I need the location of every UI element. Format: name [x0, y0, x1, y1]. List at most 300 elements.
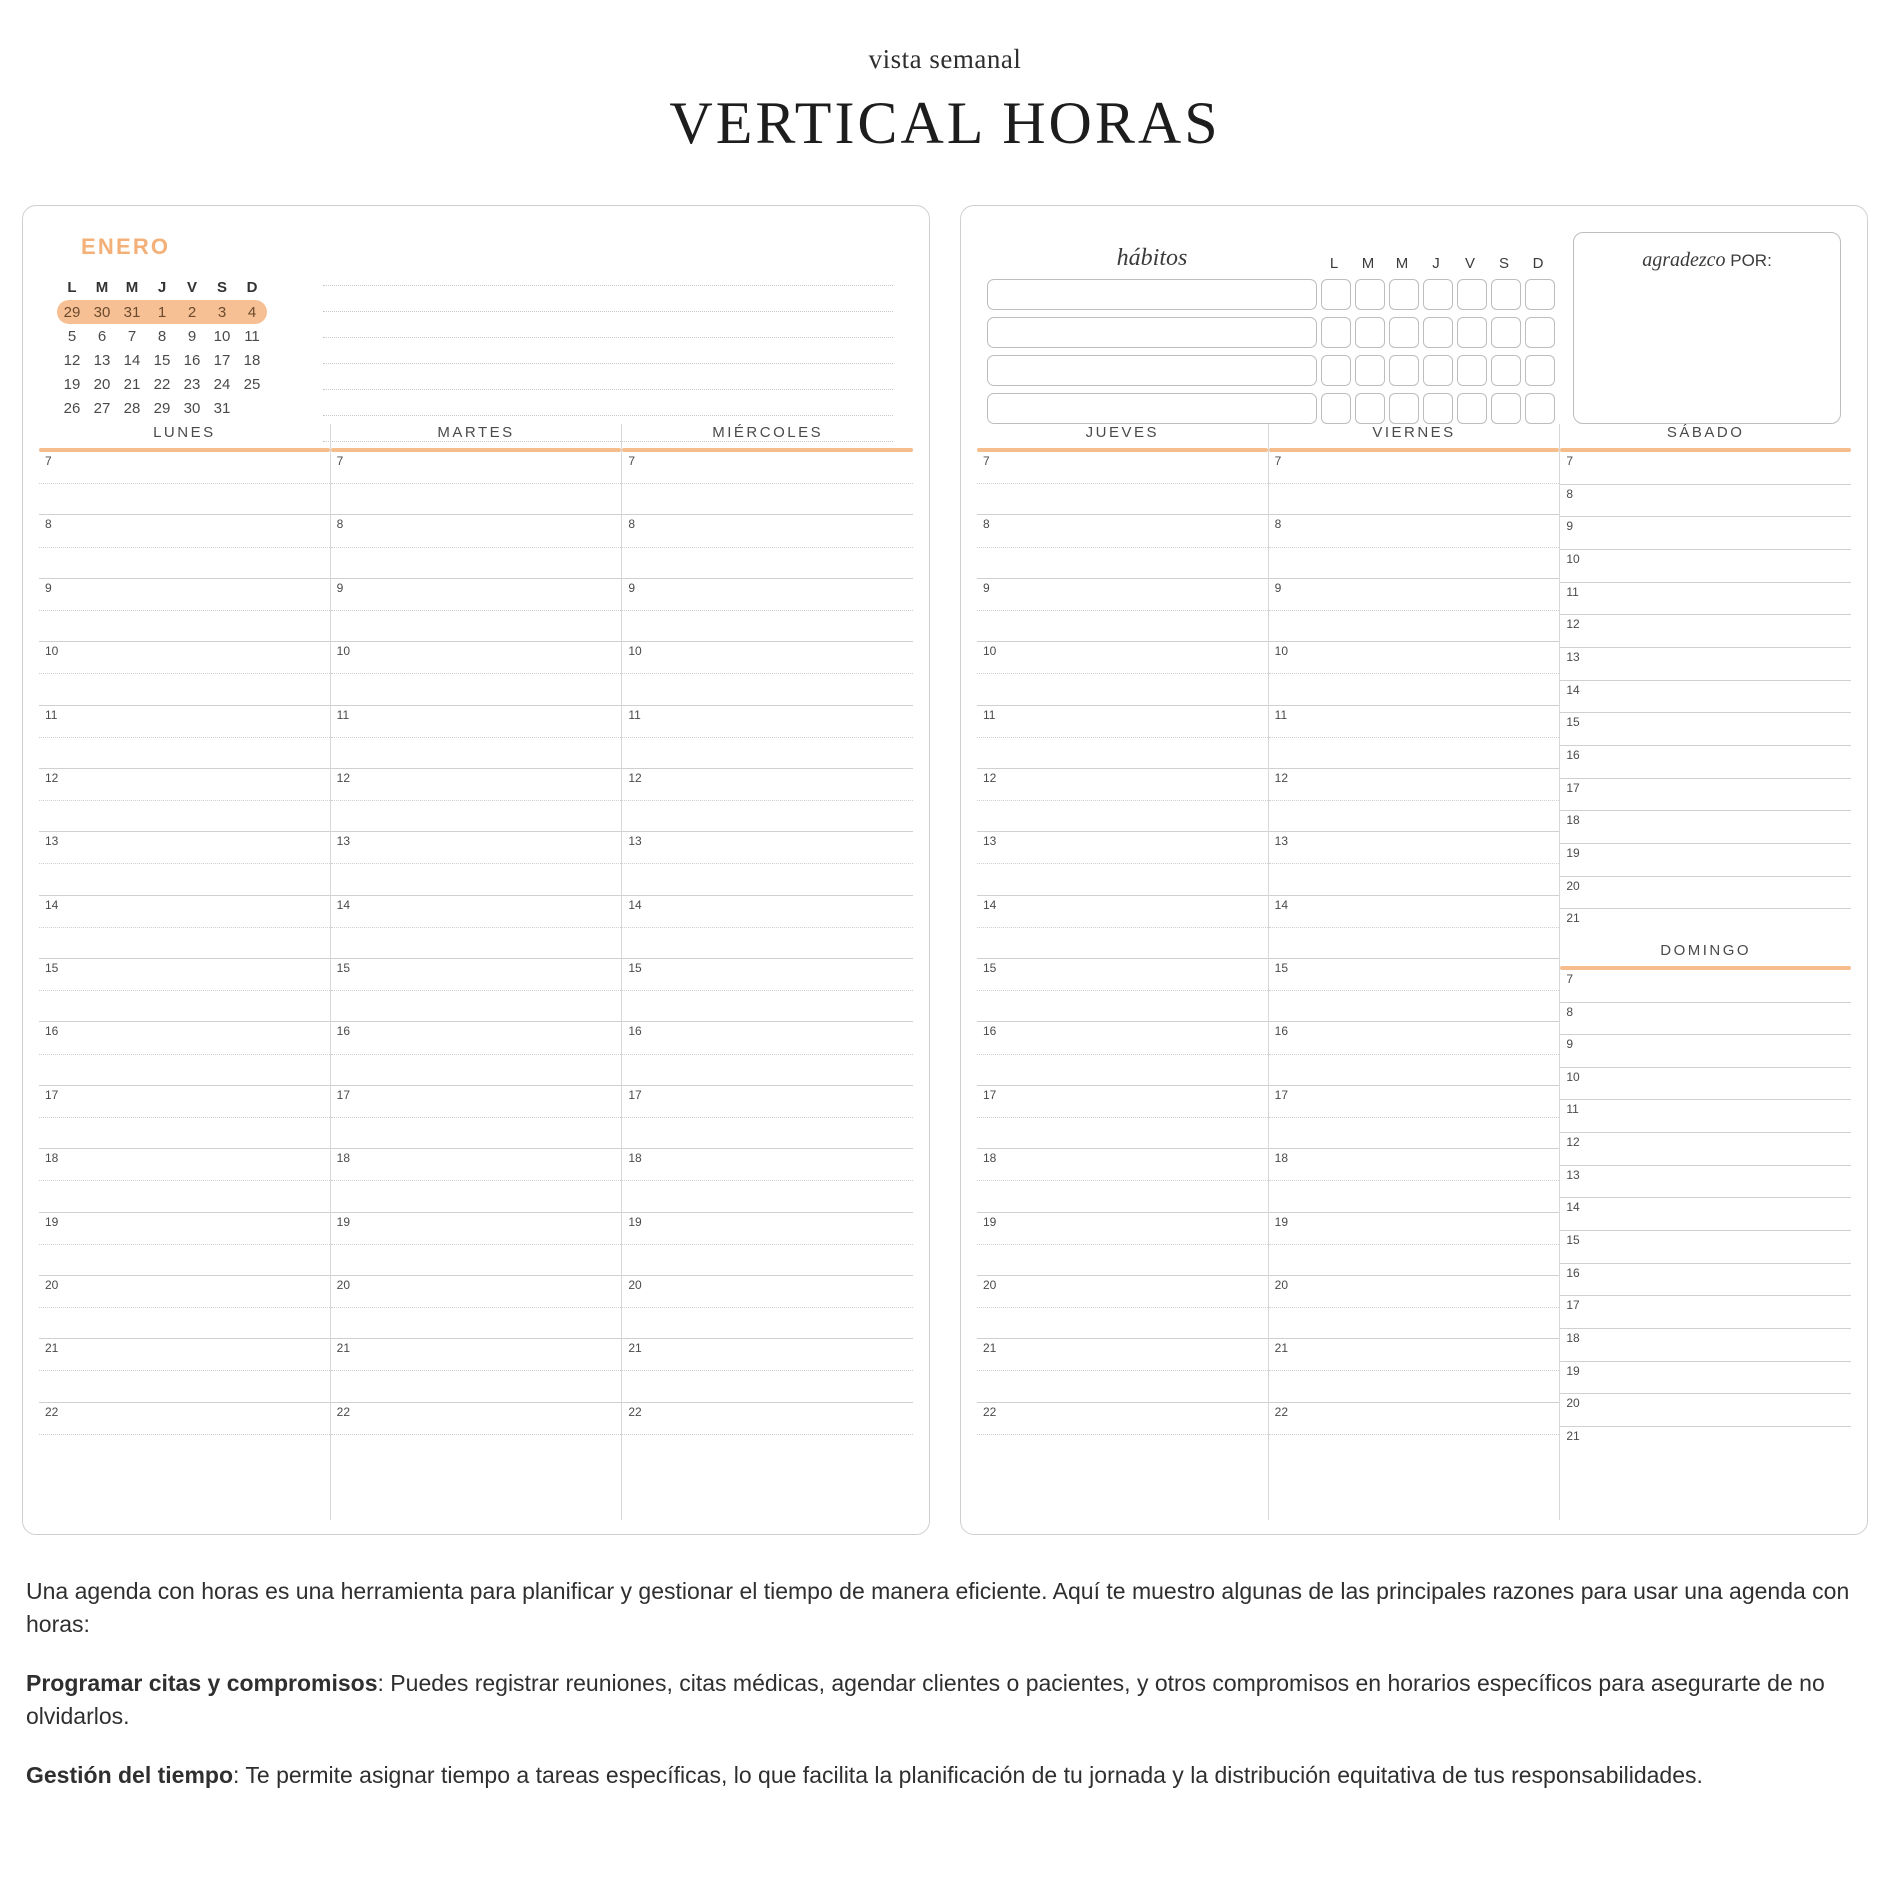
hour-slot[interactable]	[1560, 1427, 1851, 1460]
habit-checkbox[interactable]	[1491, 393, 1521, 424]
hour-slot[interactable]	[977, 1149, 1268, 1212]
hour-label: 15	[983, 961, 997, 975]
hour-list	[331, 452, 622, 1466]
habit-name-input[interactable]	[987, 355, 1317, 386]
hour-label: 13	[1566, 1167, 1580, 1182]
hour-label: 18	[45, 1151, 59, 1166]
hour-label: 12	[45, 770, 59, 785]
hour-list	[1560, 452, 1851, 942]
hour-slot[interactable]	[331, 769, 622, 832]
description-text	[26, 1575, 1862, 1818]
mini-calendar-day[interactable]: 30	[183, 399, 201, 417]
notes-area[interactable]	[299, 234, 903, 424]
hour-slot[interactable]	[331, 579, 622, 642]
half-hour-rule	[1269, 673, 1560, 674]
hour-slot[interactable]	[39, 1086, 330, 1149]
habit-checkbox[interactable]	[1389, 317, 1419, 348]
mini-calendar-day[interactable]: 29	[153, 399, 171, 417]
mini-calendar-day[interactable]: 2	[177, 300, 207, 324]
hour-list	[1560, 970, 1851, 1460]
habit-checkbox[interactable]	[1423, 279, 1453, 310]
hour-slot[interactable]	[622, 452, 913, 515]
hour-slot[interactable]	[1560, 970, 1851, 1003]
half-hour-rule	[331, 1180, 622, 1181]
hour-label: 11	[1274, 707, 1288, 722]
hour-slot[interactable]	[1560, 1329, 1851, 1362]
half-hour-rule	[622, 863, 913, 864]
half-hour-rule	[1269, 863, 1560, 864]
habit-checkbox[interactable]	[1525, 355, 1555, 386]
notes-line[interactable]	[323, 364, 893, 390]
habit-checkbox[interactable]	[1321, 317, 1351, 348]
hour-slot[interactable]	[622, 959, 913, 1022]
habit-checkbox-group	[1321, 317, 1559, 348]
mini-calendar-day[interactable]: 23	[183, 375, 201, 393]
hour-slot[interactable]	[1560, 1003, 1851, 1036]
habit-checkbox[interactable]	[1389, 355, 1419, 386]
gratitude-title-rest: POR:	[1730, 251, 1772, 270]
half-hour-rule	[622, 1180, 913, 1181]
hour-label: 22	[1274, 1404, 1289, 1419]
hour-slot[interactable]	[977, 452, 1268, 515]
mini-calendar-day[interactable]: 11	[244, 327, 260, 345]
habit-checkbox-group	[1321, 393, 1559, 424]
page-subtitle: vista semanal	[868, 44, 1022, 74]
hour-label: 16	[983, 1024, 997, 1039]
mini-calendar-day[interactable]: 29	[57, 300, 87, 324]
description-paragraph-3-bold: Gestión del tiempo	[26, 1762, 234, 1788]
mini-calendar-day[interactable]: 18	[243, 351, 261, 369]
hour-slot[interactable]	[1269, 1213, 1560, 1276]
hour-slot[interactable]	[1269, 769, 1560, 832]
hour-slot[interactable]	[39, 1213, 330, 1276]
hour-label: 12	[628, 770, 642, 785]
gratitude-title-cursive: agradezco	[1642, 249, 1726, 271]
hour-slot[interactable]	[39, 1276, 330, 1339]
hour-slot[interactable]	[1560, 550, 1851, 583]
hour-slot[interactable]	[331, 1149, 622, 1212]
habit-checkbox[interactable]	[1491, 279, 1521, 310]
hour-slot[interactable]	[331, 515, 622, 578]
hour-label: 8	[1566, 486, 1574, 501]
description-paragraph-3	[26, 1759, 1862, 1792]
half-hour-rule	[331, 1117, 622, 1118]
half-hour-rule	[1269, 1054, 1560, 1055]
mini-calendar-day[interactable]: 6	[97, 327, 107, 345]
hour-slot[interactable]	[1560, 452, 1851, 485]
habit-checkbox[interactable]	[1355, 355, 1385, 386]
notes-line[interactable]	[323, 260, 893, 286]
habit-checkbox[interactable]	[1423, 393, 1453, 424]
mini-calendar-day[interactable]: 17	[213, 351, 231, 369]
half-hour-rule	[39, 990, 330, 991]
hour-slot[interactable]	[331, 1022, 622, 1085]
habit-checkbox[interactable]	[1321, 393, 1351, 424]
hour-slot[interactable]	[1269, 1339, 1560, 1402]
hour-slot[interactable]	[977, 1403, 1268, 1466]
hour-slot[interactable]	[1560, 615, 1851, 648]
hour-slot[interactable]	[1269, 706, 1560, 769]
hour-slot[interactable]	[1560, 811, 1851, 844]
hour-slot[interactable]	[331, 452, 622, 515]
hour-slot[interactable]	[1269, 1276, 1560, 1339]
hour-slot[interactable]	[1560, 844, 1851, 877]
hour-label: 16	[1274, 1024, 1289, 1039]
half-hour-rule	[331, 1307, 622, 1308]
habit-row	[987, 355, 1559, 386]
mini-calendar-day[interactable]: 25	[243, 375, 261, 393]
hour-list	[1269, 452, 1560, 1466]
hour-label: 17	[628, 1087, 642, 1102]
mini-calendar-dow-5: S	[216, 278, 227, 296]
hour-label: 7	[1566, 971, 1574, 986]
left-page-top	[23, 206, 929, 424]
description-paragraph-2-bold: Programar citas y compromisos	[26, 1670, 378, 1696]
hour-label: 13	[1566, 649, 1580, 664]
mini-calendar-day[interactable]: 22	[153, 375, 171, 393]
hour-label: 20	[1274, 1277, 1289, 1292]
habit-checkbox[interactable]	[1491, 317, 1521, 348]
half-hour-rule	[1269, 1117, 1560, 1118]
mini-calendar-day[interactable]: 4	[237, 300, 267, 324]
hour-slot[interactable]	[622, 1022, 913, 1085]
hour-slot[interactable]	[977, 1086, 1268, 1149]
hour-label: 20	[336, 1277, 351, 1292]
habit-checkbox[interactable]	[1457, 317, 1487, 348]
hour-slot[interactable]	[977, 642, 1268, 705]
hour-slot[interactable]	[39, 1022, 330, 1085]
habit-checkbox-group	[1321, 355, 1559, 386]
hour-slot[interactable]	[1560, 713, 1851, 746]
hour-slot[interactable]	[1560, 909, 1851, 942]
habit-dow-labels	[1317, 255, 1555, 272]
hour-slot[interactable]	[1560, 1362, 1851, 1395]
habit-name-input[interactable]	[987, 317, 1317, 348]
mini-calendar-day[interactable]: 19	[63, 375, 81, 393]
hour-slot[interactable]	[1269, 452, 1560, 515]
hour-label: 14	[45, 897, 59, 912]
hour-slot[interactable]	[39, 959, 330, 1022]
mini-calendar-day[interactable]: 10	[213, 327, 231, 345]
half-hour-rule	[622, 1434, 913, 1435]
mini-calendar-day[interactable]: 7	[127, 327, 137, 345]
hour-slot[interactable]	[622, 1276, 913, 1339]
hour-slot[interactable]	[977, 832, 1268, 895]
hour-slot[interactable]	[39, 706, 330, 769]
hour-slot[interactable]	[977, 769, 1268, 832]
mini-calendar-dow-0: L	[67, 278, 77, 296]
hour-label: 20	[45, 1277, 59, 1292]
mini-calendar-day[interactable]: 20	[93, 375, 111, 393]
hour-label: 9	[1566, 1037, 1574, 1052]
half-hour-rule	[622, 800, 913, 801]
day-header: MIÉRCOLES	[712, 424, 824, 441]
hour-slot[interactable]	[977, 1022, 1268, 1085]
hour-slot[interactable]	[1269, 642, 1560, 705]
hour-list	[39, 452, 330, 1466]
half-hour-rule	[622, 547, 913, 548]
half-hour-rule	[622, 1117, 913, 1118]
hour-slot[interactable]	[622, 706, 913, 769]
hour-label: 18	[1566, 1331, 1580, 1346]
mini-calendar-day[interactable]: 9	[187, 327, 197, 345]
habit-checkbox[interactable]	[1457, 355, 1487, 386]
day-header: VIERNES	[1372, 424, 1456, 441]
habit-checkbox[interactable]	[1389, 393, 1419, 424]
hour-slot[interactable]	[331, 1403, 622, 1466]
notes-line[interactable]	[323, 338, 893, 364]
hour-slot[interactable]	[1560, 583, 1851, 616]
right-page-top	[961, 206, 1867, 424]
hour-slot[interactable]	[331, 1086, 622, 1149]
habit-rows	[987, 272, 1559, 424]
hour-slot[interactable]	[622, 1339, 913, 1402]
hour-slot[interactable]	[1560, 485, 1851, 518]
hour-slot[interactable]	[1560, 648, 1851, 681]
half-hour-rule	[331, 1434, 622, 1435]
hour-slot[interactable]	[39, 1149, 330, 1212]
hour-label: 17	[336, 1087, 351, 1102]
day-column-miércoles	[621, 424, 913, 1520]
hour-label: 15	[1566, 715, 1580, 730]
hour-label: 19	[336, 1214, 351, 1229]
habit-checkbox[interactable]	[1491, 355, 1521, 386]
hour-slot[interactable]	[1560, 1166, 1851, 1199]
half-hour-rule	[39, 1054, 330, 1055]
hour-label: 19	[45, 1214, 59, 1229]
hour-slot[interactable]	[977, 515, 1268, 578]
hour-slot[interactable]	[39, 642, 330, 705]
hour-slot[interactable]	[977, 896, 1268, 959]
hour-label: 15	[628, 961, 642, 975]
half-hour-rule	[977, 1117, 1268, 1118]
habit-checkbox[interactable]	[1457, 393, 1487, 424]
hour-slot[interactable]	[1269, 1149, 1560, 1212]
hour-slot[interactable]	[622, 769, 913, 832]
mini-calendar-day[interactable]: 28	[123, 399, 141, 417]
mini-calendar-day[interactable]: 12	[63, 351, 81, 369]
hour-slot[interactable]	[622, 642, 913, 705]
hour-label: 21	[1274, 1341, 1289, 1356]
hour-slot[interactable]	[622, 896, 913, 959]
day-header: JUEVES	[1085, 424, 1160, 441]
hour-slot[interactable]	[1560, 1264, 1851, 1297]
habit-name-input[interactable]	[987, 279, 1317, 310]
hour-slot[interactable]	[622, 1213, 913, 1276]
hour-slot[interactable]	[977, 579, 1268, 642]
half-hour-rule	[1269, 927, 1560, 928]
hour-slot[interactable]	[622, 1403, 913, 1466]
hour-label: 21	[1566, 1429, 1580, 1444]
half-hour-rule	[977, 737, 1268, 738]
mini-calendar-week	[57, 372, 267, 396]
half-hour-rule	[977, 1054, 1268, 1055]
mini-calendar-day[interactable]: 31	[117, 300, 147, 324]
hour-slot[interactable]	[1560, 1100, 1851, 1133]
hour-slot[interactable]	[1560, 746, 1851, 779]
hour-slot[interactable]	[622, 1149, 913, 1212]
hour-slot[interactable]	[622, 1086, 913, 1149]
hour-label: 10	[1566, 1069, 1580, 1084]
hour-slot[interactable]	[39, 452, 330, 515]
left-page	[22, 205, 930, 1535]
hour-slot[interactable]	[331, 706, 622, 769]
hour-slot[interactable]	[39, 896, 330, 959]
half-hour-rule	[977, 547, 1268, 548]
day-block-sábado	[1560, 424, 1851, 942]
hour-slot[interactable]	[1269, 1403, 1560, 1466]
hour-slot[interactable]	[1560, 1133, 1851, 1166]
hour-label: 16	[628, 1024, 642, 1039]
hour-slot[interactable]	[331, 1276, 622, 1339]
mini-calendar-day[interactable]: 30	[87, 300, 117, 324]
hour-slot[interactable]	[39, 1403, 330, 1466]
hour-slot[interactable]	[977, 1276, 1268, 1339]
day-column-martes	[330, 424, 622, 1520]
mini-calendar-day[interactable]: 13	[93, 351, 111, 369]
hour-slot[interactable]	[622, 832, 913, 895]
habit-checkbox[interactable]	[1321, 355, 1351, 386]
habit-checkbox[interactable]	[1355, 279, 1385, 310]
hour-slot[interactable]	[1560, 681, 1851, 714]
hour-label: 18	[628, 1151, 642, 1166]
habit-row	[987, 317, 1559, 348]
mini-calendar-day[interactable]: 24	[213, 375, 231, 393]
half-hour-rule	[1269, 1244, 1560, 1245]
notes-line[interactable]	[323, 390, 893, 416]
day-header: SÁBADO	[1666, 424, 1745, 441]
hour-label: 9	[628, 580, 636, 595]
hour-slot[interactable]	[331, 1339, 622, 1402]
mini-calendar-day[interactable]: 5	[67, 327, 77, 345]
hour-slot[interactable]	[1269, 1022, 1560, 1085]
habit-checkbox[interactable]	[1389, 279, 1419, 310]
habit-dow-label: M	[1395, 255, 1409, 272]
habit-checkbox[interactable]	[1355, 317, 1385, 348]
mini-calendar-day[interactable]: 26	[63, 399, 81, 417]
mini-calendar-day[interactable]: 8	[157, 327, 167, 345]
habit-checkbox[interactable]	[1525, 317, 1555, 348]
hour-slot[interactable]	[977, 706, 1268, 769]
hour-label: 21	[1566, 911, 1580, 926]
hour-slot[interactable]	[331, 832, 622, 895]
hour-slot[interactable]	[39, 1339, 330, 1402]
hour-label: 13	[628, 834, 642, 849]
habit-checkbox[interactable]	[1355, 393, 1385, 424]
hour-slot[interactable]	[1269, 515, 1560, 578]
hour-slot[interactable]	[977, 959, 1268, 1022]
mini-calendar-day[interactable]	[237, 396, 267, 420]
mini-calendar-day[interactable]: 31	[213, 399, 231, 417]
hour-list	[622, 452, 913, 1466]
hour-label: 19	[628, 1214, 642, 1229]
hour-slot[interactable]	[1560, 1068, 1851, 1101]
hour-slot[interactable]	[331, 959, 622, 1022]
hour-slot[interactable]	[1560, 779, 1851, 812]
habit-checkbox[interactable]	[1525, 279, 1555, 310]
hour-slot[interactable]	[1560, 1198, 1851, 1231]
gratitude-box[interactable]	[1573, 232, 1841, 424]
hour-slot[interactable]	[1560, 517, 1851, 550]
half-hour-rule	[331, 483, 622, 484]
half-hour-rule	[1269, 800, 1560, 801]
habit-checkbox[interactable]	[1423, 317, 1453, 348]
half-hour-rule	[39, 737, 330, 738]
hour-label: 11	[45, 707, 58, 722]
hour-slot[interactable]	[1560, 1296, 1851, 1329]
habit-checkbox[interactable]	[1321, 279, 1351, 310]
hour-label: 7	[1566, 454, 1574, 468]
habit-tracker	[987, 232, 1559, 424]
half-hour-rule	[331, 1370, 622, 1371]
habit-checkbox[interactable]	[1457, 279, 1487, 310]
hour-slot[interactable]	[977, 1339, 1268, 1402]
hour-label: 17	[983, 1087, 997, 1102]
hour-label: 21	[983, 1341, 997, 1356]
habit-checkbox[interactable]	[1525, 393, 1555, 424]
hour-slot[interactable]	[1560, 1035, 1851, 1068]
hour-slot[interactable]	[622, 515, 913, 578]
day-header: MARTES	[437, 424, 515, 441]
mini-calendar-week	[57, 324, 267, 348]
mini-calendar-day[interactable]: 3	[207, 300, 237, 324]
habit-name-input[interactable]	[987, 393, 1317, 424]
notes-line[interactable]	[323, 312, 893, 338]
hour-slot[interactable]	[977, 1213, 1268, 1276]
hour-slot[interactable]	[331, 896, 622, 959]
hour-label: 19	[983, 1214, 997, 1229]
hour-slot[interactable]	[1269, 1086, 1560, 1149]
mini-calendar-day[interactable]: 1	[147, 300, 177, 324]
mini-calendar-day[interactable]: 16	[183, 351, 201, 369]
hour-slot[interactable]	[1560, 1394, 1851, 1427]
mini-calendar-day[interactable]: 14	[123, 351, 141, 369]
half-hour-rule	[39, 1370, 330, 1371]
hour-slot[interactable]	[39, 579, 330, 642]
hour-slot[interactable]	[39, 769, 330, 832]
hour-slot[interactable]	[1269, 959, 1560, 1022]
notes-line[interactable]	[323, 286, 893, 312]
hour-slot[interactable]	[1269, 832, 1560, 895]
hour-label: 20	[983, 1277, 997, 1292]
hour-label: 7	[45, 454, 52, 468]
habit-checkbox[interactable]	[1423, 355, 1453, 386]
mini-calendar-day[interactable]: 27	[93, 399, 111, 417]
hour-slot[interactable]	[622, 579, 913, 642]
hour-slot[interactable]	[331, 642, 622, 705]
description-paragraph-2-rest: : Puedes registrar reuniones, citas médicas, agendar clientes o pacientes, y otros compromisos en horarios específicos para asegurarte de no olvidarlos.	[26, 1670, 1825, 1729]
hour-slot[interactable]	[39, 832, 330, 895]
hour-label: 11	[628, 707, 641, 722]
hour-slot[interactable]	[1560, 877, 1851, 910]
right-page	[960, 205, 1868, 1535]
hour-slot[interactable]	[1560, 1231, 1851, 1264]
half-hour-rule	[977, 927, 1268, 928]
hour-label: 8	[1274, 517, 1282, 532]
hour-slot[interactable]	[39, 515, 330, 578]
mini-calendar-day[interactable]: 15	[153, 351, 171, 369]
hour-slot[interactable]	[331, 1213, 622, 1276]
half-hour-rule	[977, 483, 1268, 484]
mini-calendar-day[interactable]: 21	[123, 375, 141, 393]
hour-slot[interactable]	[1269, 579, 1560, 642]
hour-label: 22	[336, 1404, 351, 1419]
right-day-grid	[961, 424, 1867, 1534]
day-block-domingo	[1560, 942, 1851, 1460]
half-hour-rule	[622, 737, 913, 738]
hour-label: 9	[1274, 580, 1282, 595]
hour-slot[interactable]	[1269, 896, 1560, 959]
